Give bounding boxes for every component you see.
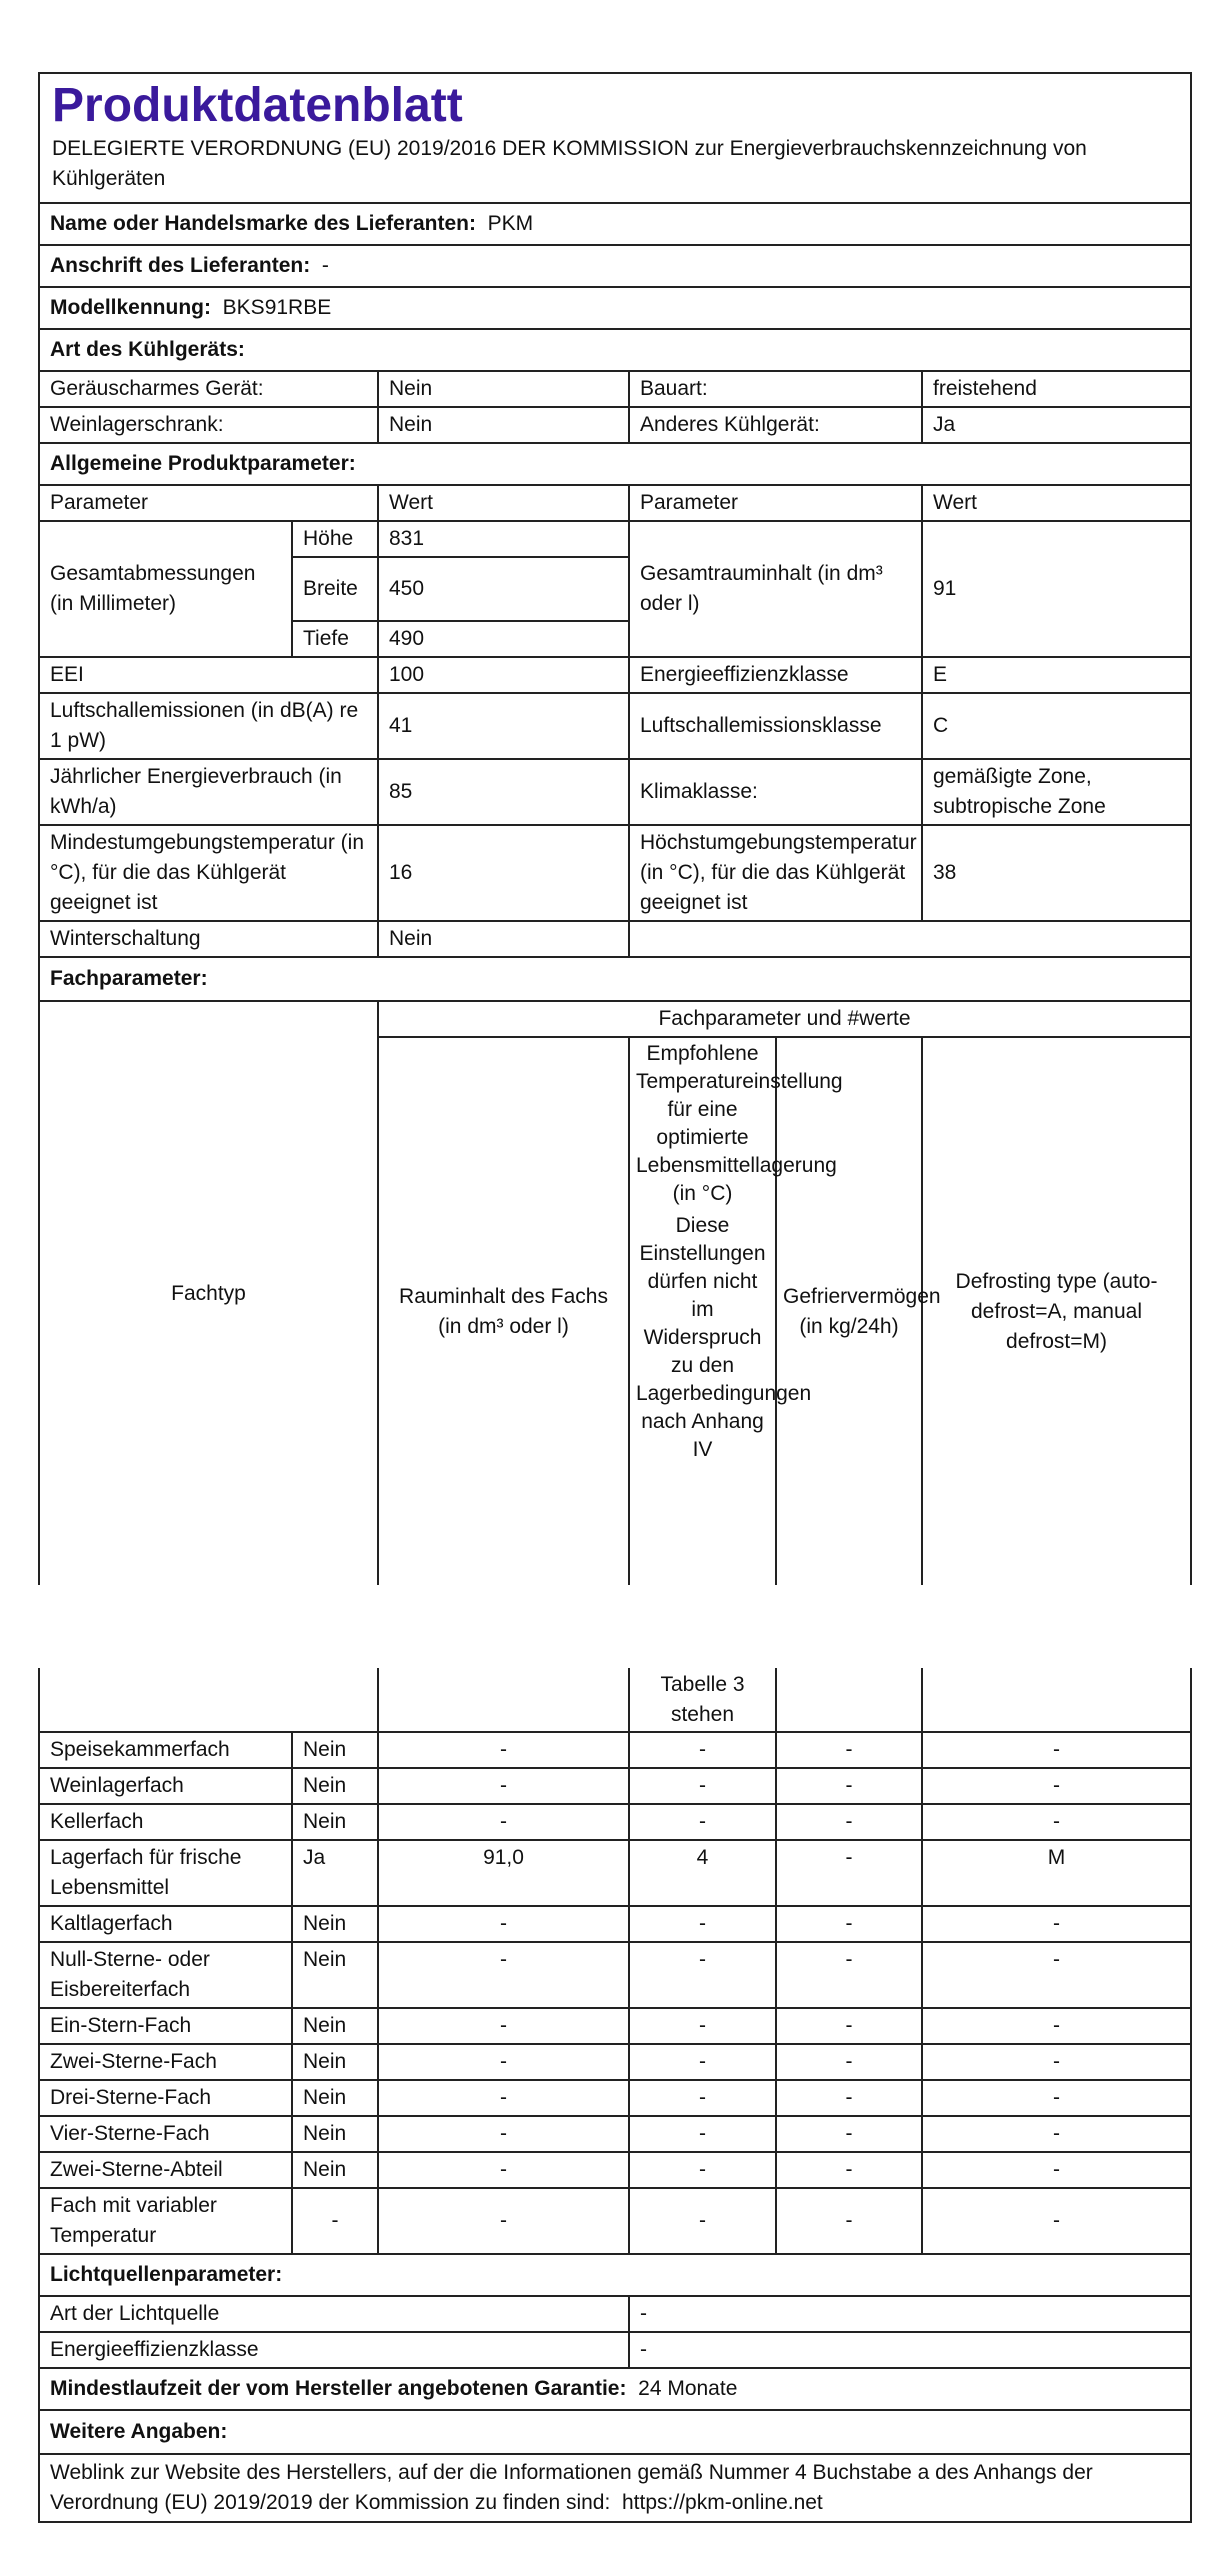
fach-gefrier: - [776,2044,922,2080]
type-value: freistehend [922,371,1191,407]
supplier-value: PKM [487,212,534,235]
fach-raum: - [378,2188,629,2254]
winter-value: Nein [378,921,629,957]
fach-gefrier: - [776,2188,922,2254]
fach-name: Weinlagerfach [39,1768,292,1804]
fach-present: Nein [292,1906,378,1942]
fach-temp: - [629,2116,776,2152]
fach-gefrier: - [776,1942,922,2008]
fach-raum: - [378,1768,629,1804]
fach-present: Nein [292,2116,378,2152]
fach-defrost: - [922,2044,1191,2080]
param-head: Parameter [629,485,922,521]
volume-value: 91 [922,521,1191,657]
fach-gefrier: - [776,2152,922,2188]
param-head: Parameter [39,485,378,521]
weblink-text: Weblink zur Website des Herstellers, auf der die Informationen gemäß Nummer 4 Buchstabe a des Anhangs der Verordnung (EU) 2019/2019 der Kommission zu finden sind: [50,2461,1093,2514]
fach-temp: - [629,2188,776,2254]
volume-label: Gesamtrauminhalt (in dm³ oder l) [629,521,922,657]
param-label: Klimaklasse: [629,759,922,825]
fach-present: Nein [292,2008,378,2044]
table-row [39,2080,1191,2116]
fach-col-gefrier: Gefriervermögen (in kg/24h) [776,1037,922,1585]
table-row [39,1732,1191,1768]
param-row [39,693,1191,759]
param-head-row [39,485,1191,521]
table-row [39,2008,1191,2044]
fach-present: Ja [292,1840,378,1906]
fach-temp: - [629,1732,776,1768]
light-value: - [629,2296,1191,2332]
type-value: Nein [378,407,629,443]
fach-col-temp-note: Diese Einstellungen dürfen nicht im Widerspruch zu den Lagerbedingungen nach Anhang IV [636,1214,812,1461]
fach-present: Nein [292,2080,378,2116]
type-value: Nein [378,371,629,407]
supplier-row [39,203,1191,245]
table-row [39,1768,1191,1804]
table-row [39,2188,1191,2254]
fach-present: - [292,2188,378,2254]
fach-gefrier: - [776,2008,922,2044]
param-head: Wert [922,485,1191,521]
param-value: 100 [378,657,629,693]
table-row [39,2044,1191,2080]
winter-row [39,921,1191,957]
param-head: Wert [378,485,629,521]
fach-name: Zwei-Sterne-Abteil [39,2152,292,2188]
fach-temp: - [629,1906,776,1942]
type-label: Geräuscharmes Gerät: [39,371,378,407]
type-header: Art des Kühlgeräts: [39,329,1191,371]
param-label: Energieeffizienzklasse [629,657,922,693]
fach-defrost: - [922,1768,1191,1804]
param-row [39,759,1191,825]
fach-name: Fach mit variabler Temperatur [39,2188,292,2254]
fach-name: Zwei-Sterne-Fach [39,2044,292,2080]
dims-sub-label: Breite [292,557,378,621]
fach-col-defrost: Defrosting type (auto-defrost=A, manual defrost=M) [922,1037,1191,1585]
fach-present: Nein [292,1942,378,2008]
table-row [39,2152,1191,2188]
fach-gefrier: - [776,2080,922,2116]
fach-defrost: M [922,1840,1191,1906]
fach-temp: - [629,1804,776,1840]
model-row [39,287,1191,329]
fach-name: Null-Sterne- oder Eisbereiterfach [39,1942,292,2008]
fach-present: Nein [292,1768,378,1804]
fach-present: Nein [292,1732,378,1768]
param-value: C [922,693,1191,759]
fach-temp: - [629,2080,776,2116]
weblink-url[interactable]: https://pkm-online.net [622,2491,823,2514]
fach-raum: - [378,1942,629,2008]
param-value: E [922,657,1191,693]
datasheet-table-part2 [38,1668,1192,2523]
fach-head-continued [39,1668,1191,1732]
fach-raum: - [378,2044,629,2080]
param-row [39,657,1191,693]
warranty-row [39,2368,1191,2410]
fach-temp: - [629,2008,776,2044]
fach-defrost: - [922,2080,1191,2116]
light-label: Art der Lichtquelle [39,2296,629,2332]
dims-sub-label: Tiefe [292,621,378,657]
fach-defrost: - [922,2152,1191,2188]
fach-name: Lagerfach für frische Lebensmittel [39,1840,292,1906]
fach-name: Drei-Sterne-Fach [39,2080,292,2116]
warranty-label: Mindestlaufzeit der vom Hersteller angebotenen Garantie: [50,2377,627,2400]
param-label: EEI [39,657,378,693]
fach-present: Nein [292,2044,378,2080]
fach-name: Vier-Sterne-Fach [39,2116,292,2152]
dims-value: 450 [378,557,629,621]
light-row [39,2332,1191,2368]
param-label: Luftschallemissionsklasse [629,693,922,759]
title-row [39,73,1191,203]
address-row [39,245,1191,287]
fach-col-raum: Rauminhalt des Fachs (in dm³ oder l) [378,1037,629,1585]
fach-defrost: - [922,1942,1191,2008]
table-row [39,1942,1191,2008]
fach-defrost: - [922,1804,1191,1840]
address-value: - [321,254,329,277]
light-value: - [629,2332,1191,2368]
regulation-subtitle: DELEGIERTE VERORDNUNG (EU) 2019/2016 DER KOMMISSION zur Energieverbrauchskennzeichnung von Kühlgeräten [52,137,1087,190]
fach-present: Nein [292,2152,378,2188]
fach-defrost: - [922,2008,1191,2044]
param-row [39,825,1191,921]
table-row [39,1840,1191,1906]
light-label: Energieeffizienzklasse [39,2332,629,2368]
type-label: Bauart: [629,371,922,407]
address-label: Anschrift des Lieferanten: [50,254,311,277]
type-label: Weinlagerschrank: [39,407,378,443]
table-row [39,1906,1191,1942]
dims-value: 490 [378,621,629,657]
fach-gefrier: - [776,2116,922,2152]
fach-name: Kellerfach [39,1804,292,1840]
fach-gefrier: - [776,1804,922,1840]
fach-raum: - [378,2116,629,2152]
model-value: BKS91RBE [222,296,332,319]
type-value: Ja [922,407,1191,443]
fach-present: Nein [292,1804,378,1840]
fach-temp: - [629,2152,776,2188]
param-value: 41 [378,693,629,759]
fach-gefrier: - [776,1840,922,1906]
fach-temp: - [629,1942,776,2008]
type-row [39,407,1191,443]
param-label: Höchstumgebungstemperatur (in °C), für die das Kühlgerät geeignet ist [629,825,922,921]
model-label: Modellkennung: [50,296,211,319]
fach-name: Kaltlagerfach [39,1906,292,1942]
param-value: 38 [922,825,1191,921]
fach-col-typ: Fachtyp [39,1001,378,1585]
datasheet-table-part1 [38,72,1192,1585]
param-label: Mindestumgebungstemperatur (in °C), für die das Kühlgerät geeignet ist [39,825,378,921]
page-title: Produktdatenblatt [52,79,463,132]
fach-group-row [39,1001,1191,1037]
fach-raum: 91,0 [378,1840,629,1906]
fach-name: Speisekammerfach [39,1732,292,1768]
more-header: Weitere Angaben: [39,2410,1191,2454]
fach-raum: - [378,2008,629,2044]
light-header: Lichtquellenparameter: [39,2254,1191,2296]
warranty-value: 24 Monate [638,2377,738,2400]
fach-raum: - [378,1732,629,1768]
fach-header: Fachparameter: [39,957,1191,1001]
supplier-label: Name oder Handelsmarke des Lieferanten: [50,212,476,235]
param-label: Jährlicher Energieverbrauch (in kWh/a) [39,759,378,825]
dims-sub-label: Höhe [292,521,378,557]
param-label: Luftschallemissionen (in dB(A) re 1 pW) [39,693,378,759]
fach-gefrier: - [776,1906,922,1942]
winter-label: Winterschaltung [39,921,378,957]
param-value: 85 [378,759,629,825]
fach-col-temp-note-end: Tabelle 3 stehen [629,1668,776,1732]
fach-name: Ein-Stern-Fach [39,2008,292,2044]
param-value: 16 [378,825,629,921]
dims-value: 831 [378,521,629,557]
fach-raum: - [378,2080,629,2116]
fach-gefrier: - [776,1768,922,1804]
fach-col-temp: Empfohlene Temperatureinstellung für eine optimierte Lebensmittellagerung (in °C) [636,1042,843,1205]
fach-defrost: - [922,1732,1191,1768]
table-row [39,1804,1191,1840]
fach-temp: - [629,1768,776,1804]
fach-gefrier: - [776,1732,922,1768]
weblink-row [39,2454,1191,2522]
fach-temp: 4 [629,1840,776,1906]
type-row [39,371,1191,407]
dims-label: Gesamtabmessungen (in Millimeter) [39,521,292,657]
fach-raum: - [378,2152,629,2188]
table-row [39,2116,1191,2152]
dims-row [39,521,1191,557]
fach-defrost: - [922,2116,1191,2152]
fach-temp: - [629,2044,776,2080]
fach-defrost: - [922,2188,1191,2254]
light-row [39,2296,1191,2332]
general-header: Allgemeine Produktparameter: [39,443,1191,485]
fach-defrost: - [922,1906,1191,1942]
fach-raum: - [378,1804,629,1840]
type-label: Anderes Kühlgerät: [629,407,922,443]
fach-col-group: Fachparameter und #werte [378,1001,1191,1037]
fach-raum: - [378,1906,629,1942]
param-value: gemäßigte Zone, subtropische Zone [922,759,1191,825]
